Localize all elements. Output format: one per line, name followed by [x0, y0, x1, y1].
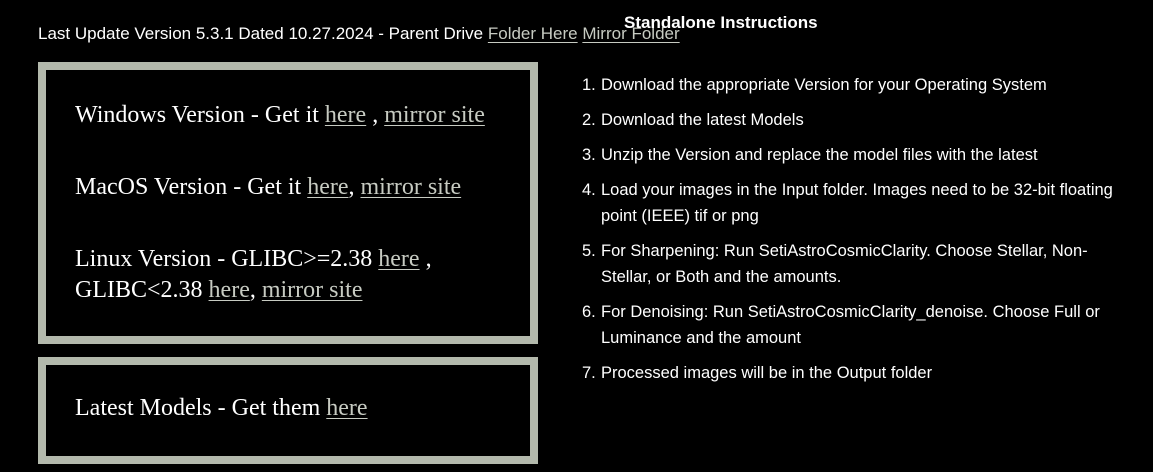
instruction-step: [582, 72, 1127, 98]
models-download-link[interactable]: here: [326, 395, 368, 421]
update-info-text: Last Update Version 5.3.1 Dated 10.27.2024 - Parent Drive: [38, 24, 484, 43]
windows-version-label: Windows Version - Get it: [75, 102, 319, 128]
linux-old-glibc-label: GLIBC<2.38: [75, 277, 203, 303]
linux-old-glibc-download-link[interactable]: here: [208, 277, 250, 303]
step-text: Load your images in the Input folder. Images need to be 32-bit floating point (IEEE) tif or png: [601, 181, 1113, 225]
macos-download-link[interactable]: here: [307, 174, 349, 200]
parent-drive-mirror-link[interactable]: Mirror Folder: [582, 24, 680, 43]
instruction-step: [582, 142, 1127, 168]
step-number: 1.: [582, 76, 596, 94]
instructions-list: [582, 72, 1127, 395]
instructions-title: Standalone Instructions: [624, 13, 818, 32]
step-text: Processed images will be in the Output folder: [601, 364, 933, 382]
linux-version-label: Linux Version - GLIBC>=2.38: [75, 246, 373, 272]
step-number: 4.: [582, 181, 596, 199]
windows-mirror-link[interactable]: mirror site: [384, 102, 485, 128]
step-number: 2.: [582, 111, 596, 129]
linux-mirror-link[interactable]: mirror site: [261, 277, 363, 303]
linux-separator-1: ,: [419, 246, 432, 272]
macos-mirror-link[interactable]: mirror site: [360, 174, 462, 200]
step-text: Download the latest Models: [601, 111, 804, 129]
windows-download-link[interactable]: here: [324, 102, 367, 128]
instruction-step: [582, 299, 1127, 351]
step-text: Download the appropriate Version for your Operating System: [601, 76, 1047, 94]
models-label: Latest Models - Get them: [75, 395, 321, 421]
macos-separator: ,: [348, 174, 361, 200]
update-info-line: [38, 24, 680, 44]
macos-version-label: MacOS Version - Get it: [75, 174, 302, 200]
parent-drive-folder-link[interactable]: Folder Here: [487, 24, 578, 43]
step-number: 5.: [582, 242, 596, 260]
linux-new-glibc-download-link[interactable]: here: [378, 246, 420, 272]
instruction-step: [582, 177, 1127, 229]
versions-panel: [38, 62, 538, 344]
models-row: [75, 395, 530, 422]
macos-version-row: [75, 172, 530, 203]
windows-version-row: [75, 100, 530, 131]
linux-version-row: [75, 244, 530, 306]
instruction-step: [582, 238, 1127, 290]
step-number: 7.: [582, 364, 596, 382]
step-number: 3.: [582, 146, 596, 164]
windows-separator: ,: [366, 102, 385, 128]
instruction-step: [582, 360, 1127, 386]
step-text: For Denoising: Run SetiAstroCosmicClarity_denoise. Choose Full or Luminance and the amount: [601, 303, 1100, 347]
step-text: For Sharpening: Run SetiAstroCosmicClarity. Choose Stellar, Non-Stellar, or Both and the amounts.: [601, 242, 1088, 286]
instruction-step: [582, 107, 1127, 133]
step-text: Unzip the Version and replace the model files with the latest: [601, 146, 1038, 164]
linux-separator-2: ,: [249, 277, 262, 303]
models-panel: [38, 357, 538, 464]
step-number: 6.: [582, 303, 596, 321]
